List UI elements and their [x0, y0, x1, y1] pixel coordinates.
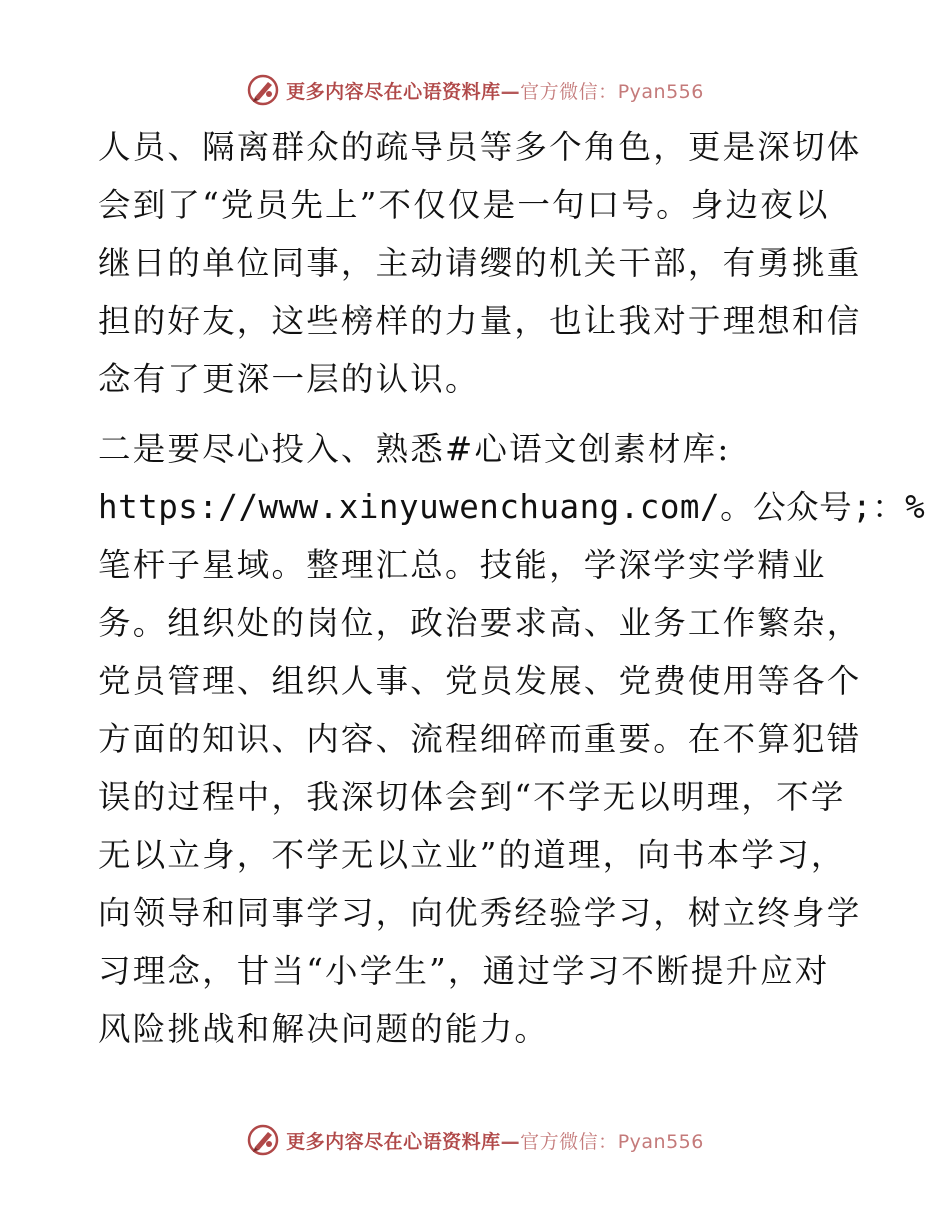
text-line: 念有了更深一层的认识。	[98, 360, 480, 398]
text-line: 习理念，甘当“小学生”，通过学习不断提升应对	[98, 952, 830, 990]
footer-watermark-banner	[0, 1120, 950, 1160]
text-line: 人员、隔离群众的疏导员等多个角色，更是深切体	[98, 128, 862, 166]
text-line: 二是要尽心投入、熟悉#心语文创素材库:	[98, 430, 731, 468]
paragraph-2	[98, 420, 926, 1058]
text-line: 继日的单位同事，主动请缨的机关干部，有勇挑重	[98, 244, 862, 282]
text-line: 向领导和同事学习，向优秀经验学习，树立终身学	[98, 894, 862, 932]
document-body	[98, 118, 926, 1058]
banner-text: 更多内容尽在心语资料库—官方微信：Pyan556	[286, 80, 704, 103]
writing-hand-logo-icon	[246, 1123, 280, 1157]
text-line: 务。组织处的岗位，政治要求高、业务工作繁杂，	[98, 604, 862, 642]
text-line: 风险挑战和解决问题的能力。	[98, 1010, 550, 1048]
text-line: 无以立身，不学无以立业”的道理，向书本学习，	[98, 836, 846, 874]
paragraph-1	[98, 118, 862, 408]
header-watermark-banner	[0, 70, 950, 110]
text-line: 担的好友，这些榜样的力量，也让我对于理想和信	[98, 302, 862, 340]
text-line: 党员管理、组织人事、党员发展、党费使用等各个	[98, 662, 862, 700]
text-line: 会到了“党员先上”不仅仅是一句口号。身边夜以	[98, 186, 830, 224]
banner-text: 更多内容尽在心语资料库—官方微信：Pyan556	[286, 1130, 704, 1153]
text-line: 方面的知识、内容、流程细碎而重要。在不算犯错	[98, 720, 862, 758]
writing-hand-logo-icon	[246, 73, 280, 107]
url-text-line: https://www.xinyuwenchuang.com/。公众号;：%	[98, 488, 926, 526]
text-line: 笔杆子星域。整理汇总。技能，学深学实学精业	[98, 546, 827, 584]
text-line: 误的过程中，我深切体会到“不学无以明理，不学	[98, 778, 846, 816]
